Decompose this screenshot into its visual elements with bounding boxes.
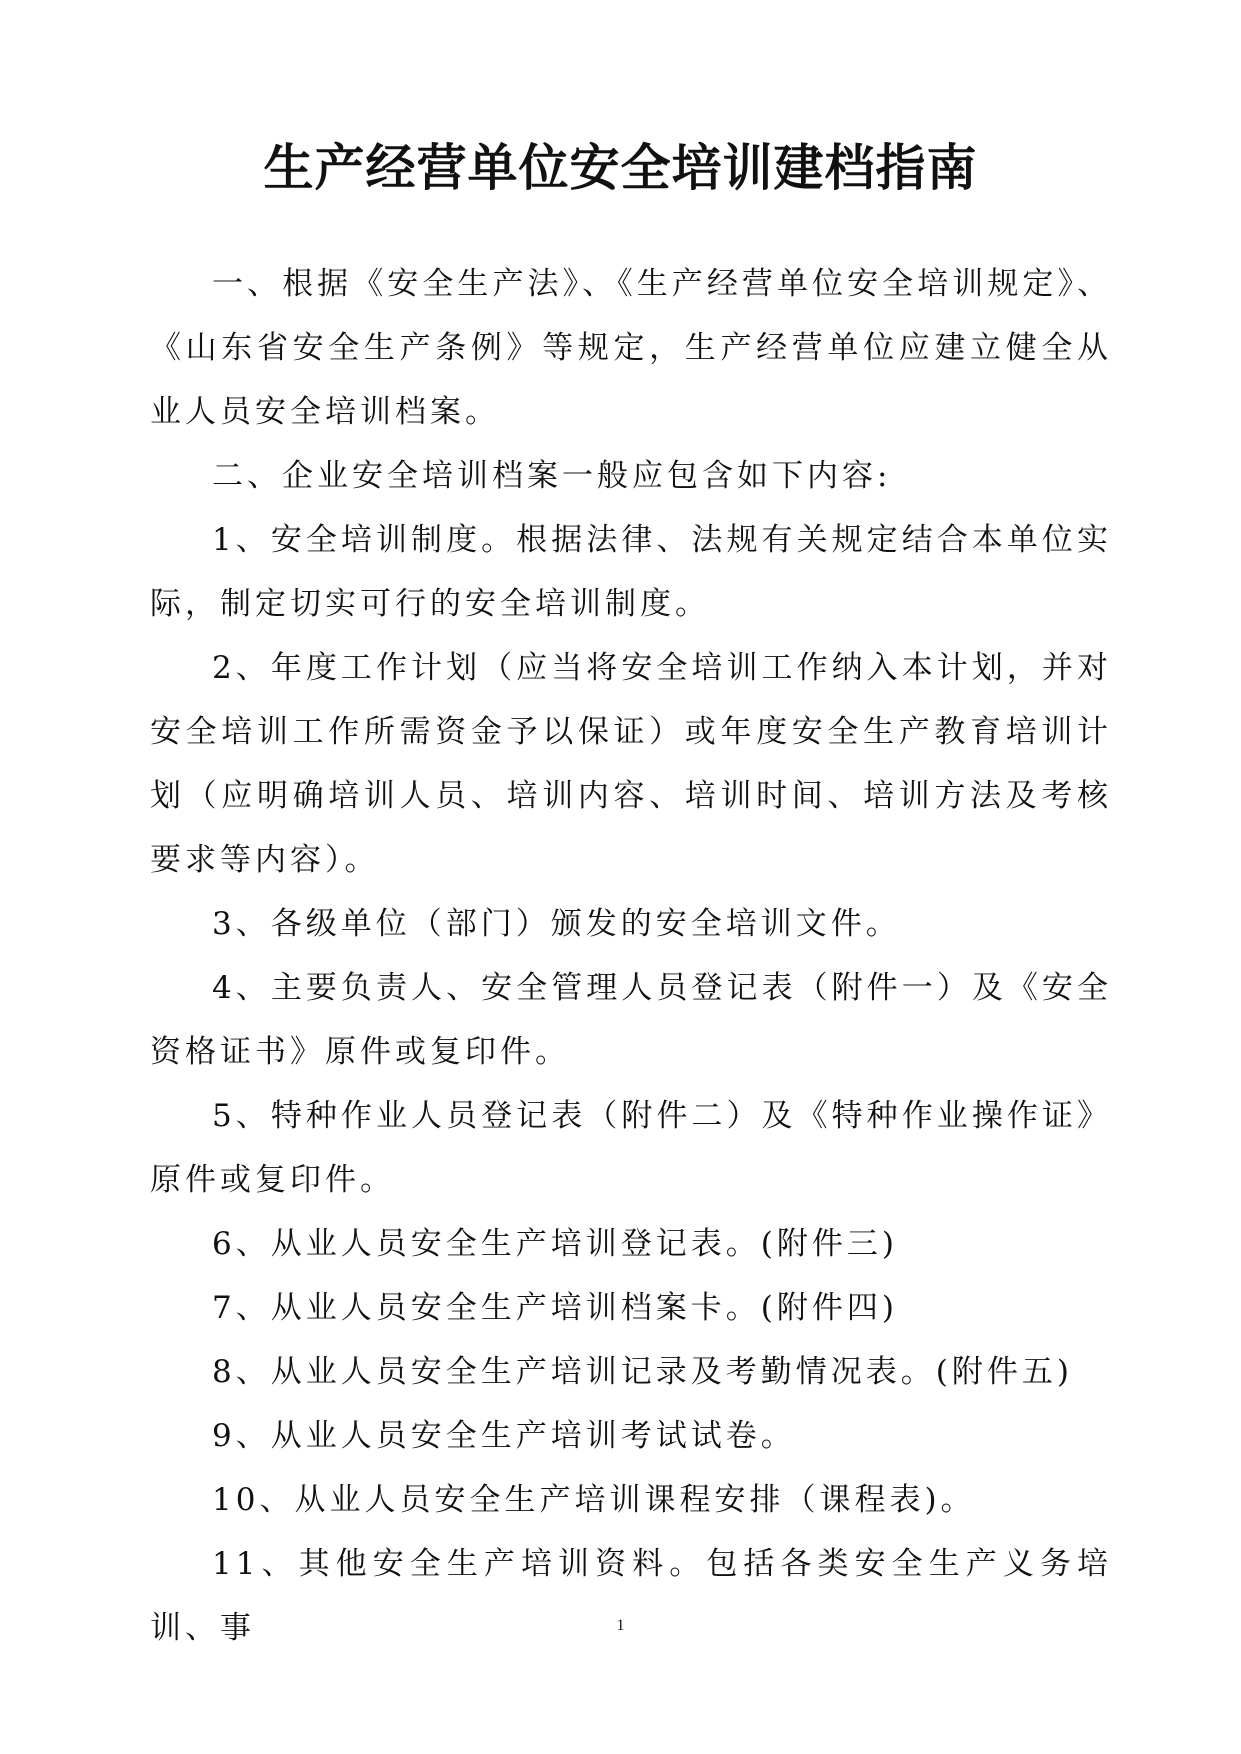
- document-title: 生产经营单位安全培训建档指南: [263, 139, 978, 197]
- page-number: 1: [616, 1617, 625, 1634]
- paragraph-1: 一、根据《安全生产法》、《生产经营单位安全培训规定》、《山东省安全生产条例》等规定，生产经营单位应建立健全从业人员安全培训档案。: [150, 266, 1112, 430]
- list-item-3: 3、各级单位（部门）颁发的安全培训文件。: [212, 906, 901, 942]
- list-item-4: 4、主要负责人、安全管理人员登记表（附件一）及《安全资格证书》原件或复印件。: [150, 970, 1112, 1070]
- list-item-11: 11、其他安全生产培训资料。包括各类安全生产义务培训、事: [150, 1546, 1112, 1646]
- list-item-9: 9、从业人员安全生产培训考试试卷。: [212, 1418, 796, 1454]
- list-item-7: 7、从业人员安全生产培训档案卡。(附件四): [212, 1290, 898, 1326]
- list-item-2: 2、年度工作计划（应当将安全培训工作纳入本计划，并对安全培训工作所需资金予以保证）或年度安全生产教育培训计划（应明确培训人员、培训内容、培训时间、培训方法及考核要求等内容）。: [150, 650, 1112, 878]
- list-item-1: 1、安全培训制度。根据法律、法规有关规定结合本单位实际，制定切实可行的安全培训制度。: [150, 522, 1112, 622]
- list-item-8: 8、从业人员安全生产培训记录及考勤情况表。(附件五): [212, 1354, 1073, 1390]
- document-body: [150, 252, 1112, 1660]
- list-item-6: 6、从业人员安全生产培训登记表。(附件三): [212, 1226, 898, 1262]
- list-item-10: 10、从业人员安全生产培训课程安排（课程表)。: [212, 1482, 976, 1518]
- list-item-5: 5、特种作业人员登记表（附件二）及《特种作业操作证》原件或复印件。: [150, 1098, 1112, 1198]
- paragraph-2: 二、企业安全培训档案一般应包含如下内容:: [212, 458, 892, 494]
